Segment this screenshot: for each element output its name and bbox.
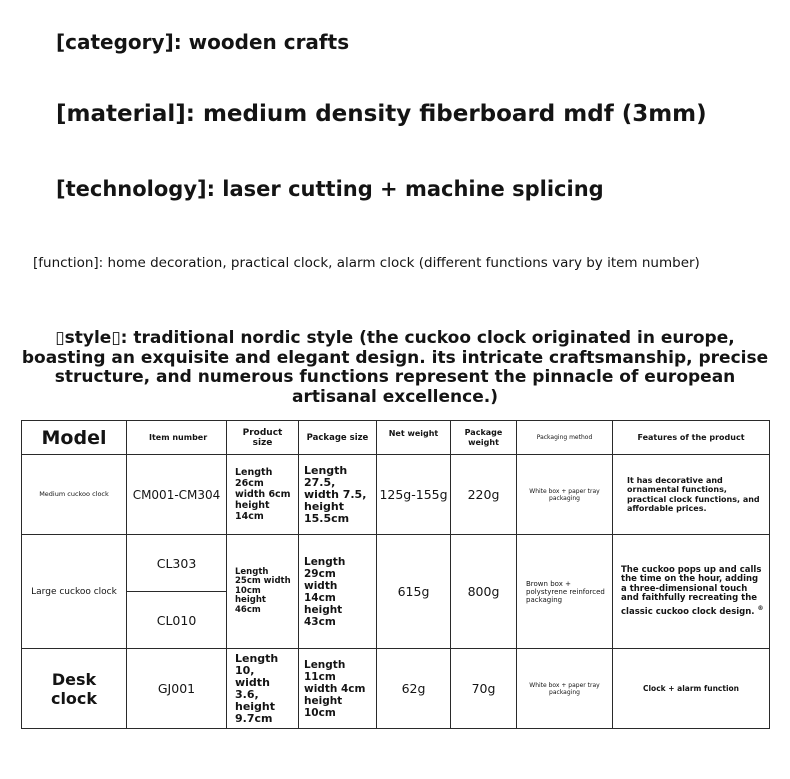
header-packaging-method: Packaging method bbox=[517, 421, 613, 455]
package-size-cell: Length 11cm width 4cm height 10cm bbox=[299, 649, 377, 729]
net-weight-cell: 62g bbox=[377, 649, 451, 729]
package-size-cell: Length 29cm width 14cm height 43cm bbox=[299, 535, 377, 649]
registered-mark: ® bbox=[757, 604, 764, 612]
header-net-weight: Net weight bbox=[377, 421, 451, 455]
table-row bbox=[22, 649, 770, 729]
package-size-cell: Length 27.5, width 7.5, height 15.5cm bbox=[299, 455, 377, 535]
header-item-number: Item number bbox=[127, 421, 227, 455]
table-header-row bbox=[22, 421, 770, 455]
technology-spec: [technology]: laser cutting + machine splicing bbox=[56, 177, 604, 201]
package-weight-cell: 220g bbox=[451, 455, 517, 535]
model-cell: Large cuckoo clock bbox=[22, 535, 127, 649]
header-model: Model bbox=[22, 421, 127, 455]
item-number-cell: CL303 bbox=[127, 535, 227, 592]
header-package-weight: Package weight bbox=[451, 421, 517, 455]
product-size-cell: Length 10, width 3.6, height 9.7cm bbox=[227, 649, 299, 729]
package-weight-cell: 800g bbox=[451, 535, 517, 649]
packaging-method-cell: White box + paper tray packaging bbox=[517, 455, 613, 535]
item-number-cell: CM001-CM304 bbox=[127, 455, 227, 535]
net-weight-cell: 125g-155g bbox=[377, 455, 451, 535]
product-spec-table bbox=[21, 420, 770, 729]
net-weight-cell: 615g bbox=[377, 535, 451, 649]
product-size-cell: Length 25cm width 10cm height 46cm bbox=[227, 535, 299, 649]
features-cell bbox=[613, 535, 770, 649]
features-text: The cuckoo pops up and calls the time on the hour, adding a three-dimensional touch and faithfully recreating the classic cuckoo clock design. bbox=[621, 564, 762, 617]
packaging-method-cell: White box + paper tray packaging bbox=[517, 649, 613, 729]
table-row bbox=[22, 535, 770, 592]
header-product-size: Product size bbox=[227, 421, 299, 455]
material-spec: [material]: medium density fiberboard mdf (3mm) bbox=[56, 101, 707, 127]
header-package-size: Package size bbox=[299, 421, 377, 455]
features-cell: Clock + alarm function bbox=[613, 649, 770, 729]
category-spec: [category]: wooden crafts bbox=[56, 30, 350, 54]
features-cell: It has decorative and ornamental functions, practical clock functions, and affordable prices. bbox=[613, 455, 770, 535]
model-cell: Medium cuckoo clock bbox=[22, 455, 127, 535]
package-weight-cell: 70g bbox=[451, 649, 517, 729]
style-spec: ▯style▯: traditional nordic style (the cuckoo clock originated in europe, boasting an exquisite and elegant design. its intricate craftsmanship, precise structure, and numerous functions represent the pinnacle of european artisanal excellence.) bbox=[21, 328, 769, 407]
table-row bbox=[22, 455, 770, 535]
packaging-method-cell: Brown box + polystyrene reinforced packaging bbox=[517, 535, 613, 649]
product-size-cell: Length 26cm width 6cm height 14cm bbox=[227, 455, 299, 535]
item-number-cell: GJ001 bbox=[127, 649, 227, 729]
item-number-cell: CL010 bbox=[127, 592, 227, 649]
header-features: Features of the product bbox=[613, 421, 770, 455]
model-cell: Desk clock bbox=[22, 649, 127, 729]
function-spec: [function]: home decoration, practical clock, alarm clock (different functions vary by item number) bbox=[33, 255, 700, 271]
